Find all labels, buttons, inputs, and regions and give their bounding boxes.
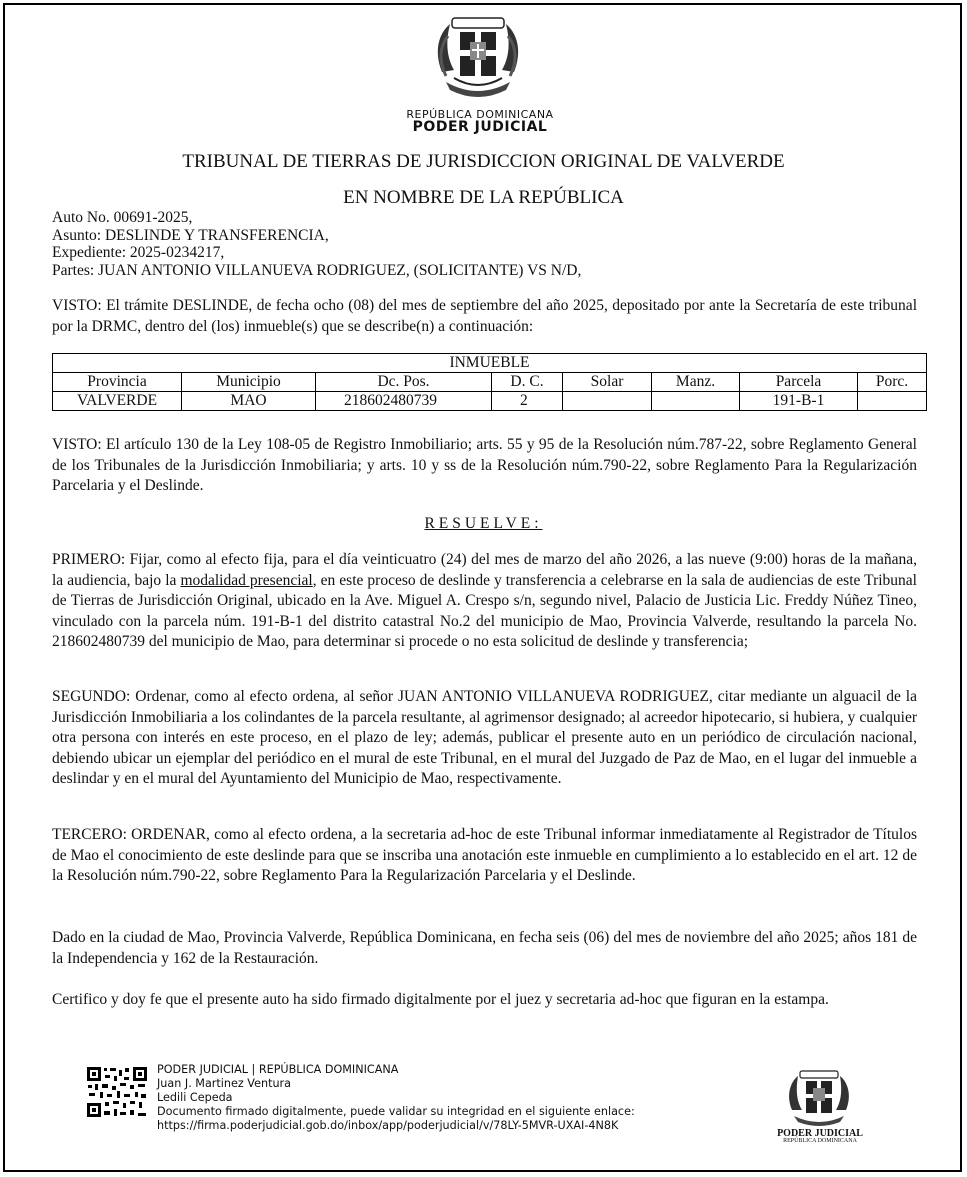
brand-main: PODER JUDICIAL <box>412 119 548 135</box>
inmueble-table <box>52 353 927 411</box>
case-meta <box>52 209 581 279</box>
resuelve-heading <box>0 515 967 533</box>
segundo: SEGUNDO: Ordenar, como al efecto ordena, al señor JUAN ANTONIO VILLANUEVA RODRIGUEZ, citar mediante un alguacil de la Jurisdicción Inmobiliaria a los colindantes de la parcela resultante, al agrimensor designado; al acreedor hipotecario, si hubiera, y cualquier otra persona con interés en este proceso, en el plazo de ley; además, publicar el presente auto en un periódico de circulación nacional, debiendo ubicar un ejemplar del periódico en el mural de este Tribunal, en el mural del Juzgado de Paz de Mao, en el lugar del inmueble a deslindar y en el mural del Ayuntamiento del Municipio de Mao, respectivamente. <box>52 688 917 787</box>
header-municipio: Municipio <box>182 373 316 392</box>
table-row <box>53 392 927 411</box>
qr-code-icon <box>86 1066 148 1118</box>
cell-dc-pos: 218602480739 <box>316 392 492 411</box>
cell-provincia: VALVERDE <box>53 392 182 411</box>
brand-small-sub: REPÚBLICA DOMINICANA <box>783 1138 857 1144</box>
signer-secretary: Ledili Cepeda <box>157 1091 233 1104</box>
primero-after: , en este proceso de deslinde y transferencia a celebrarse en la sala de audiencias de este Tribunal de Tierras de Jurisdicción Original, ubicado en la Ave. Miguel A. Crespo s/n, segundo nivel, Palacio de Justicia Lic. Freddy Núñez Tineo, vinculado con la parcela núm. 191-B-1 del distrito catastral No.2 del municipio de Mao, Provincia Valverde, resultando la parcela No. 218602480739 del municipio de Mao, para determinar si procede o no esta solicitud de deslinde y transferencia; <box>52 571 917 650</box>
header-manz: Manz. <box>652 373 740 392</box>
signature-header: PODER JUDICIAL | REPÚBLICA DOMINICANA <box>157 1063 399 1076</box>
header-solar: Solar <box>563 373 652 392</box>
header-provincia: Provincia <box>53 373 182 392</box>
cell-parcela: 191-B-1 <box>740 392 858 411</box>
digital-signature-block <box>157 1063 635 1133</box>
cell-solar <box>563 392 652 411</box>
cell-porc <box>858 392 927 411</box>
resuelve-text: RESUELVE: <box>424 515 543 532</box>
republic-title: EN NOMBRE DE LA REPÚBLICA <box>343 187 624 208</box>
modalidad-presencial: modalidad presencial <box>180 571 313 589</box>
expediente: Expediente: 2025-0234217, <box>52 244 225 261</box>
cell-municipio: MAO <box>182 392 316 411</box>
inmueble-caption: INMUEBLE <box>53 354 927 373</box>
court-title: TRIBUNAL DE TIERRAS DE JURISDICCION ORIGINAL DE VALVERDE <box>182 151 785 172</box>
cell-manz <box>652 392 740 411</box>
certifico: Certifico y doy fe que el presente auto ha sido firmado digitalmente por el juez y secretaria ad-hoc que figuran en la estampa. <box>52 991 829 1008</box>
auto-number: Auto No. 00691-2025, <box>52 209 193 226</box>
coat-of-arms-icon <box>432 12 524 104</box>
tercero: TERCERO: ORDENAR, como al efecto ordena, a la secretaria ad-hoc de este Tribunal informar inmediatamente al Registrador de Títulos de Mao el conocimiento de este deslinde para que se inscriba una anotación este inmueble en cumplimiento a lo establecido en el art. 12 de la Resolución núm.790-22, sobre Reglamento Para la Regularización Parcelaria y el Deslinde. <box>52 826 917 884</box>
signature-note: Documento firmado digitalmente, puede validar su integridad en el siguiente enlace: <box>157 1105 635 1118</box>
brand-small-main: PODER JUDICIAL <box>777 1128 863 1139</box>
asunto: Asunto: DESLINDE Y TRANSFERENCIA, <box>52 226 329 244</box>
primero-before: PRIMERO: Fijar, como al efecto fija, para el día veinticuatro (24) del mes de marzo del año 2026, a las nueve (9:00) horas de la mañana, la audiencia, bajo la <box>52 551 917 589</box>
validation-link[interactable]: https://firma.poderjudicial.gob.do/inbox/app/poderjudicial/v/78LY-5MVR-UXAI-4N8K <box>157 1119 619 1132</box>
visto-2: VISTO: El artículo 130 de la Ley 108-05 de Registro Inmobiliario; arts. 55 y 95 de la Resolución núm.787-22, sobre Reglamento General de los Tribunales de la Jurisdicción Inmobiliaria; y arts. 10 y ss de la Resolución núm.790-22, sobre Reglamento Para la Regularización Parcelaria y el Deslinde. <box>52 436 917 494</box>
coat-of-arms-small-icon <box>784 1068 854 1128</box>
signer-judge: Juan J. Martinez Ventura <box>157 1077 291 1090</box>
header-parcela: Parcela <box>740 373 858 392</box>
primero <box>52 550 917 653</box>
brand-top: REPÚBLICA DOMINICANA <box>406 108 554 121</box>
cell-dc: 2 <box>492 392 563 411</box>
partes: Partes: JUAN ANTONIO VILLANUEVA RODRIGUEZ, (SOLICITANTE) VS N/D, <box>52 261 582 279</box>
header-dc-pos: Dc. Pos. <box>316 373 492 392</box>
visto-1: VISTO: El trámite DESLINDE, de fecha ocho (08) del mes de septiembre del año 2025, depositado por ante la Secretaría de este tribunal por la DRMC, dentro del (los) inmueble(s) que se describe(n) a continuación: <box>52 297 917 335</box>
dado: Dado en la ciudad de Mao, Provincia Valverde, República Dominicana, en fecha seis (06) del mes de noviembre del año 2025; años 181 de la Independencia y 162 de la Restauración. <box>52 929 917 967</box>
header-dc: D. C. <box>492 373 563 392</box>
header-porc: Porc. <box>858 373 927 392</box>
